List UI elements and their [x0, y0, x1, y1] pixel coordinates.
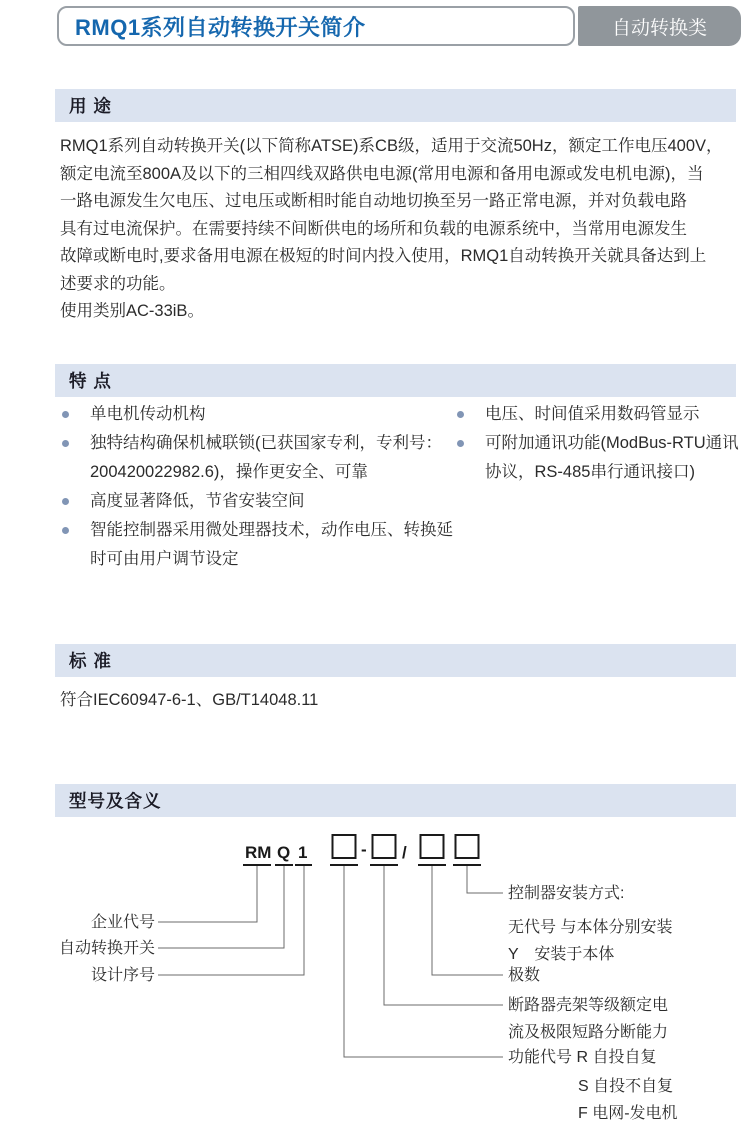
code-hyphen: - — [361, 840, 367, 859]
page-header — [57, 6, 741, 46]
model-designation-diagram — [55, 825, 735, 1138]
list-item — [60, 487, 456, 516]
page-title: RMQ1系列自动转换开关简介 — [75, 14, 366, 40]
section-heading-usage: 用 途 — [55, 89, 736, 122]
label-function-code-s: S 自投不自复 — [578, 1078, 674, 1095]
bullet-icon — [62, 527, 69, 534]
section-heading-features: 特 点 — [55, 364, 736, 397]
label-controller-option-separate: 无代号 与本体分别安装 — [508, 919, 673, 936]
label-auto-transfer-switch: 自动转换开关 — [58, 940, 155, 957]
features-right-column — [455, 400, 741, 487]
section-heading-model: 型号及含义 — [55, 784, 736, 817]
label-frame-rating-line1: 断路器壳架等级额定电 — [508, 997, 669, 1014]
feature-text: 独特结构确保机械联锁(已获国家专利，专利号：200420022982.6)，操作更安全、可靠 — [90, 434, 442, 481]
usage-paragraph — [60, 133, 738, 326]
label-function-code-r: 功能代号 R 自投自复 — [508, 1049, 657, 1066]
code-series: Q — [277, 843, 291, 862]
feature-text: 单电机传动机构 — [90, 405, 206, 423]
section-heading-standard: 标 准 — [55, 644, 736, 677]
usage-line: 使用类别AC-33iB。 — [60, 302, 204, 320]
feature-text: 智能控制器采用微处理器技术，动作电压、转换延时可由用户调节设定 — [90, 521, 453, 568]
list-item — [60, 516, 456, 574]
features-left-column — [60, 400, 456, 574]
usage-line: RMQ1系列自动转换开关(以下简称ATSE)系CB级，适用于交流50Hz，额定工作电压400V， — [60, 137, 723, 155]
list-item — [455, 400, 741, 429]
bullet-icon — [457, 440, 464, 447]
code-prefix: RM — [245, 843, 272, 862]
bullet-icon — [62, 440, 69, 447]
usage-line: 一路电源发生欠电压、过电压或断相时能自动地切换至另一路正常电源，并对负载电路 — [60, 192, 687, 210]
label-controller-mounting: 控制器安装方式: — [508, 885, 625, 902]
title-box — [57, 6, 575, 46]
bullet-icon — [62, 411, 69, 418]
label-controller-option-onbody: Y 安装于本体 — [508, 946, 615, 963]
standard-text: 符合IEC60947-6-1、GB/T14048.11 — [60, 691, 319, 709]
bullet-icon — [62, 498, 69, 505]
label-poles: 极数 — [508, 967, 541, 984]
list-item — [455, 429, 741, 487]
connector-lines — [158, 866, 503, 1057]
usage-line: 故障或断电时,要求备用电源在极短的时间内投入使用，RMQ1自动转换开关就具备达到上 — [60, 247, 707, 265]
label-frame-rating-line2: 流及极限短路分断能力 — [508, 1024, 669, 1041]
label-design-number: 设计序号 — [90, 967, 155, 984]
label-company-code: 企业代号 — [90, 914, 155, 931]
label-function-code-f: F 电网-发电机 — [578, 1105, 678, 1122]
code-design: 1 — [298, 843, 308, 862]
code-box-controller — [456, 835, 479, 858]
feature-text: 电压、时间值采用数码管显示 — [485, 405, 700, 423]
code-slash: / — [402, 843, 407, 862]
code-box-function — [333, 835, 356, 858]
feature-text: 高度显著降低，节省安装空间 — [90, 492, 305, 510]
category-badge: 自动转换类 — [578, 6, 741, 46]
list-item — [60, 429, 456, 487]
usage-line: 述要求的功能。 — [60, 274, 176, 293]
code-box-poles — [421, 835, 444, 858]
usage-line: 具有过电流保护。在需要持续不间断供电的场所和负载的电源系统中，当常用电源发生 — [60, 219, 687, 238]
list-item — [60, 400, 456, 429]
code-box-frame — [373, 835, 396, 858]
feature-text: 可附加通讯功能(ModBus-RTU通讯协议，RS-485串行通讯接口) — [485, 434, 739, 481]
bullet-icon — [457, 411, 464, 418]
usage-line: 额定电流至800A及以下的三相四线双路供电电源(常用电源和备用电源或发电机电源)，当 — [60, 164, 704, 183]
